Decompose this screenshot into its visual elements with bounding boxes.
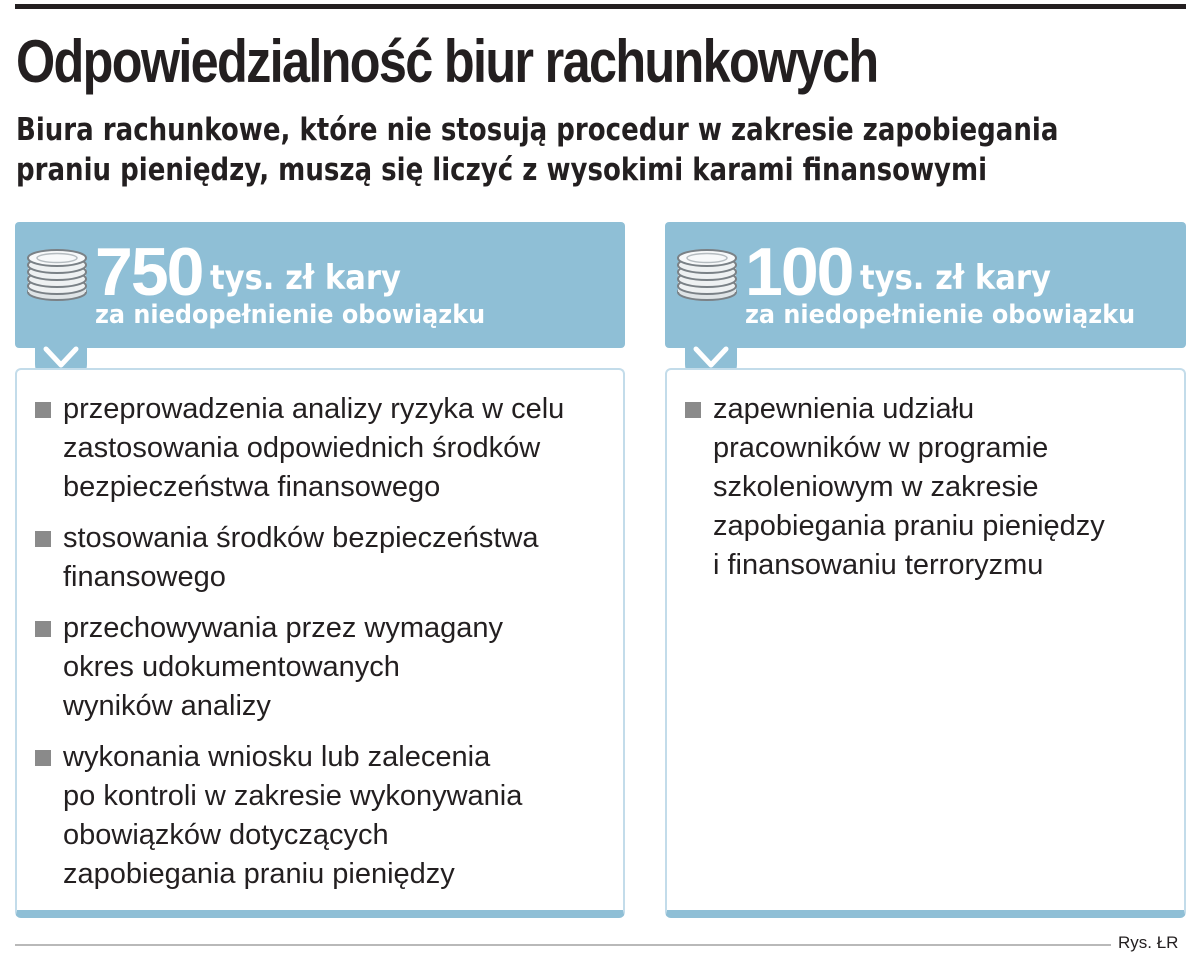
coins-icon: [675, 242, 739, 307]
list-item: [685, 390, 1174, 585]
list-item: [35, 738, 613, 894]
penalty-reason: za niedopełnienie obowiązku: [745, 300, 1136, 330]
obligations-list-100: [665, 368, 1186, 918]
source-credit: Rys. ŁR: [1118, 933, 1179, 952]
obligations-list-750: [15, 368, 625, 918]
square-bullet-icon: [35, 531, 51, 547]
square-bullet-icon: [35, 402, 51, 418]
coins-icon: [25, 242, 89, 307]
page-title: Odpowiedzialność biur rachunkowych: [16, 28, 878, 95]
penalty-header-750: [15, 222, 625, 348]
penalty-amount-line: [745, 234, 1073, 310]
square-bullet-icon: [35, 621, 51, 637]
list-item-text: stosowania środków bezpieczeństwa finansowego: [63, 522, 539, 593]
penalty-header-100: [665, 222, 1186, 348]
square-bullet-icon: [685, 402, 701, 418]
list-item-text: przeprowadzenia analizy ryzyka w celu zastosowania odpowiednich środków bezpieczeństwa finansowego: [63, 393, 565, 503]
list-item: [35, 609, 613, 726]
list-item-text: zapewnienia udziału pracowników w programie szkoleniowym w zakresie zapobiegania praniu pieniędzy i finansowaniu terroryzmu: [713, 393, 1105, 581]
list-item: [35, 519, 613, 597]
penalty-reason: za niedopełnienie obowiązku: [95, 300, 486, 330]
penalty-amount: 100: [745, 234, 853, 310]
list-item-text: wykonania wniosku lub zalecenia po kontroli w zakresie wykonywania obowiązków dotyczących zapobiegania praniu pieniędzy: [63, 741, 523, 890]
penalty-unit: tys. zł kary: [210, 258, 402, 298]
list-item: [35, 390, 613, 507]
penalty-amount-line: [95, 234, 423, 310]
top-rule: [15, 4, 1186, 9]
penalty-unit: tys. zł kary: [860, 258, 1052, 298]
square-bullet-icon: [35, 750, 51, 766]
bottom-rule: [15, 944, 1111, 946]
page-subtitle: Biura rachunkowe, które nie stosują procedur w zakresie zapobiegania praniu pieniędzy, muszą się liczyć z wysokimi karami finansowymi: [16, 112, 1059, 188]
list-item-text: przechowywania przez wymagany okres udokumentowanych wyników analizy: [63, 612, 504, 722]
penalty-amount: 750: [95, 234, 203, 310]
